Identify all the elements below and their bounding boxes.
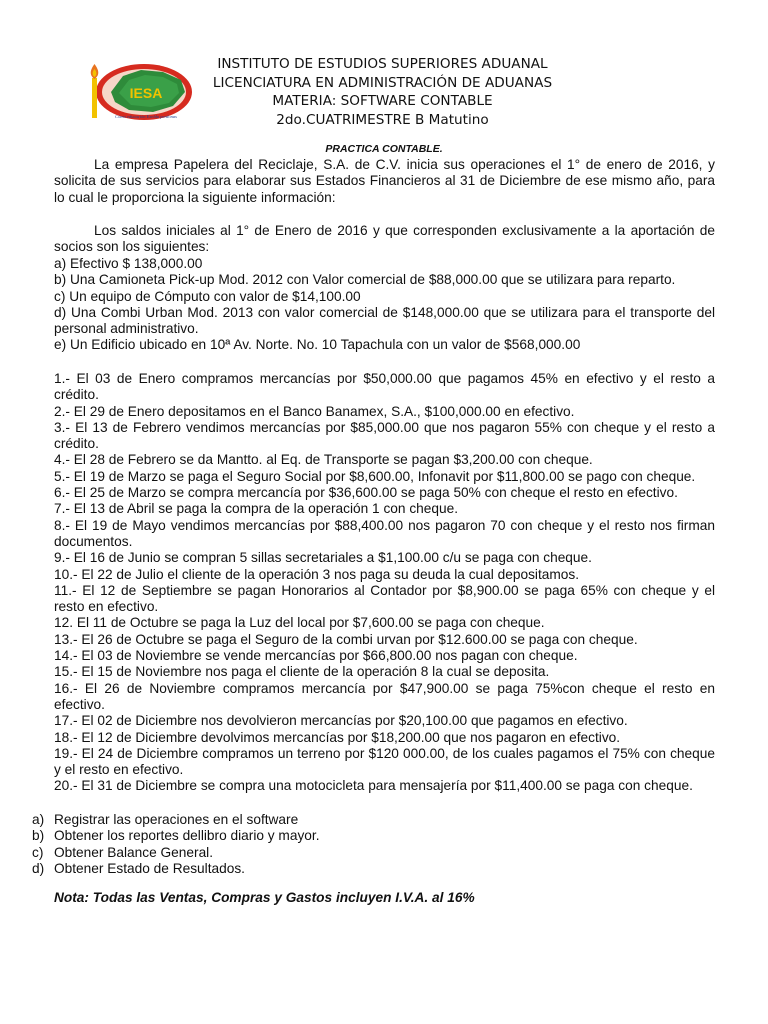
operation-item: 9.- El 16 de Junio se compran 5 sillas secretariales a $1,100.00 c/u se paga con cheque. [54, 550, 592, 566]
operation-item: 18.- El 12 de Diciembre devolvimos mercancías por $18,200.00 que nos pagaron en efectivo. [54, 729, 621, 745]
task-letter: d) [32, 860, 45, 876]
operation-item: 12. El 11 de Octubre se paga la Luz del local por $7,600.00 se paga con cheque. [54, 615, 545, 631]
operation-item: 1.- El 03 de Enero compramos mercancías por $50,000.00 que pagamos 45% en efectivo y el resto a crédito. [54, 371, 715, 403]
intro-paragraph: La empresa Papelera del Reciclaje, S.A. de C.V. inicia sus operaciones el 1° de enero de 2016, y solicita de sus servicios para elaborar sus Estados Financieros al 31 de Diciembre de ese mismo año, para lo cual le proporciona la siguiente información: [54, 157, 715, 205]
tasks-list [32, 812, 532, 877]
operation-item: 4.- El 28 de Febrero se da Mantto. al Eq. de Transporte se pagan $3,200.00 con cheque. [54, 452, 593, 468]
task-text: Obtener los reportes dellibro diario y mayor. [54, 828, 320, 844]
operation-item: 10.- El 22 de Julio el cliente de la operación 3 nos paga su deuda la cual depositamos. [54, 566, 580, 582]
operation-item: 20.- El 31 de Diciembre se compra una motocicleta para mensajería por $11,400.00 se paga con cheque. [54, 778, 693, 794]
balance-item: e) Un Edificio ubicado en 10ª Av. Norte. No. 10 Tapachula con un valor de $568,000.00 [54, 337, 581, 353]
degree-name: LICENCIATURA EN ADMINISTRACIÓN DE ADUANAS [212, 74, 553, 91]
task-text: Obtener Balance General. [54, 844, 214, 860]
logo-motto: Cómo educación Exelda perdonas [115, 114, 177, 119]
operation-item: 13.- El 26 de Octubre se paga el Seguro de la combi urvan por $12.600.00 se paga con cheque. [54, 631, 638, 647]
operation-item: 6.- El 25 de Marzo se compra mercancía por $36,600.00 se paga 50% con cheque el resto en efectivo. [54, 485, 678, 501]
document-title: PRACTICA CONTABLE. [325, 143, 443, 155]
operation-item: 3.- El 13 de Febrero vendimos mercancías por $85,000.00 que nos pagaron 55% con cheque y el resto a crédito. [54, 419, 715, 452]
subject-name: MATERIA: SOFTWARE CONTABLE [272, 93, 493, 109]
balance-item: b) Una Camioneta Pick-up Mod. 2012 con Valor comercial de $88,000.00 que se utilizara para reparto. [54, 272, 676, 288]
task-letter: c) [32, 844, 44, 860]
logo-text: IESA [129, 85, 163, 101]
term-name: 2do.CUATRIMESTRE B Matutino [276, 111, 489, 128]
task-letter: b) [32, 828, 45, 844]
operation-item: 17.- El 02 de Diciembre nos devolvieron mercancías por $20,100.00 que pagamos en efectivo. [54, 713, 628, 729]
initial-balances-paragraph: Los saldos iniciales al 1° de Enero de 2016 y que corresponden exclusivamente a la aportación de socios son los siguientes: [54, 223, 715, 255]
balance-item: c) Un equipo de Cómputo con valor de $14,100.00 [54, 288, 361, 304]
task-text: Registrar las operaciones en el software [54, 812, 299, 827]
task-item [32, 812, 532, 828]
operation-item: 16.- El 26 de Noviembre compramos mercancía por $47,900.00 se paga 75%con cheque el resto en efectivo. [54, 680, 715, 712]
operation-item: 8.- El 19 de Mayo vendimos mercancías por $88,400.00 nos pagaron 70 con cheque y el resto nos firman documentos. [54, 517, 715, 549]
operation-item: 15.- El 15 de Noviembre nos paga el cliente de la operación 8 la cual se deposita. [54, 664, 550, 680]
task-item [32, 845, 532, 861]
task-letter: a) [32, 812, 45, 827]
task-item [32, 828, 532, 844]
institution-name: INSTITUTO DE ESTUDIOS SUPERIORES ADUANAL [217, 56, 548, 72]
task-item [32, 861, 532, 877]
operations-list [54, 371, 715, 795]
task-text: Obtener Estado de Resultados. [54, 860, 245, 876]
initial-balances-list [54, 256, 715, 354]
operation-item: 2.- El 29 de Enero depositamos en el Banco Banamex, S.A., $100,000.00 en efectivo. [54, 403, 575, 419]
balance-item: a) Efectivo $ 138,000.00 [54, 256, 203, 271]
operation-item: 5.- El 19 de Marzo se paga el Seguro Social por $8,600.00, Infonavit por $11,800.00 se pago con cheque. [54, 468, 696, 484]
institution-header [190, 55, 575, 129]
operation-item: 14.- El 03 de Noviembre se vende mercancías por $66,800.00 nos pagan con cheque. [54, 648, 578, 664]
operation-item: 11.- El 12 de Septiembre se pagan Honorarios al Contador por $8,900.00 se paga 65% con cheque y el resto en efectivo. [54, 582, 715, 615]
iesa-logo [89, 62, 193, 124]
vat-note: Nota: Todas las Ventas, Compras y Gastos incluyen I.V.A. al 16% [54, 890, 475, 905]
operation-item: 7.- El 13 de Abril se paga la compra de la operación 1 con cheque. [54, 501, 459, 517]
balance-item: d) Una Combi Urban Mod. 2013 con valor comercial de $148,000.00 que se utilizara para el transporte del personal administrativo. [54, 304, 715, 337]
operation-item: 19.- El 24 de Diciembre compramos un terreno por $120 000.00, de los cuales pagamos el 75% con cheque y el resto en efectivo. [54, 745, 715, 778]
